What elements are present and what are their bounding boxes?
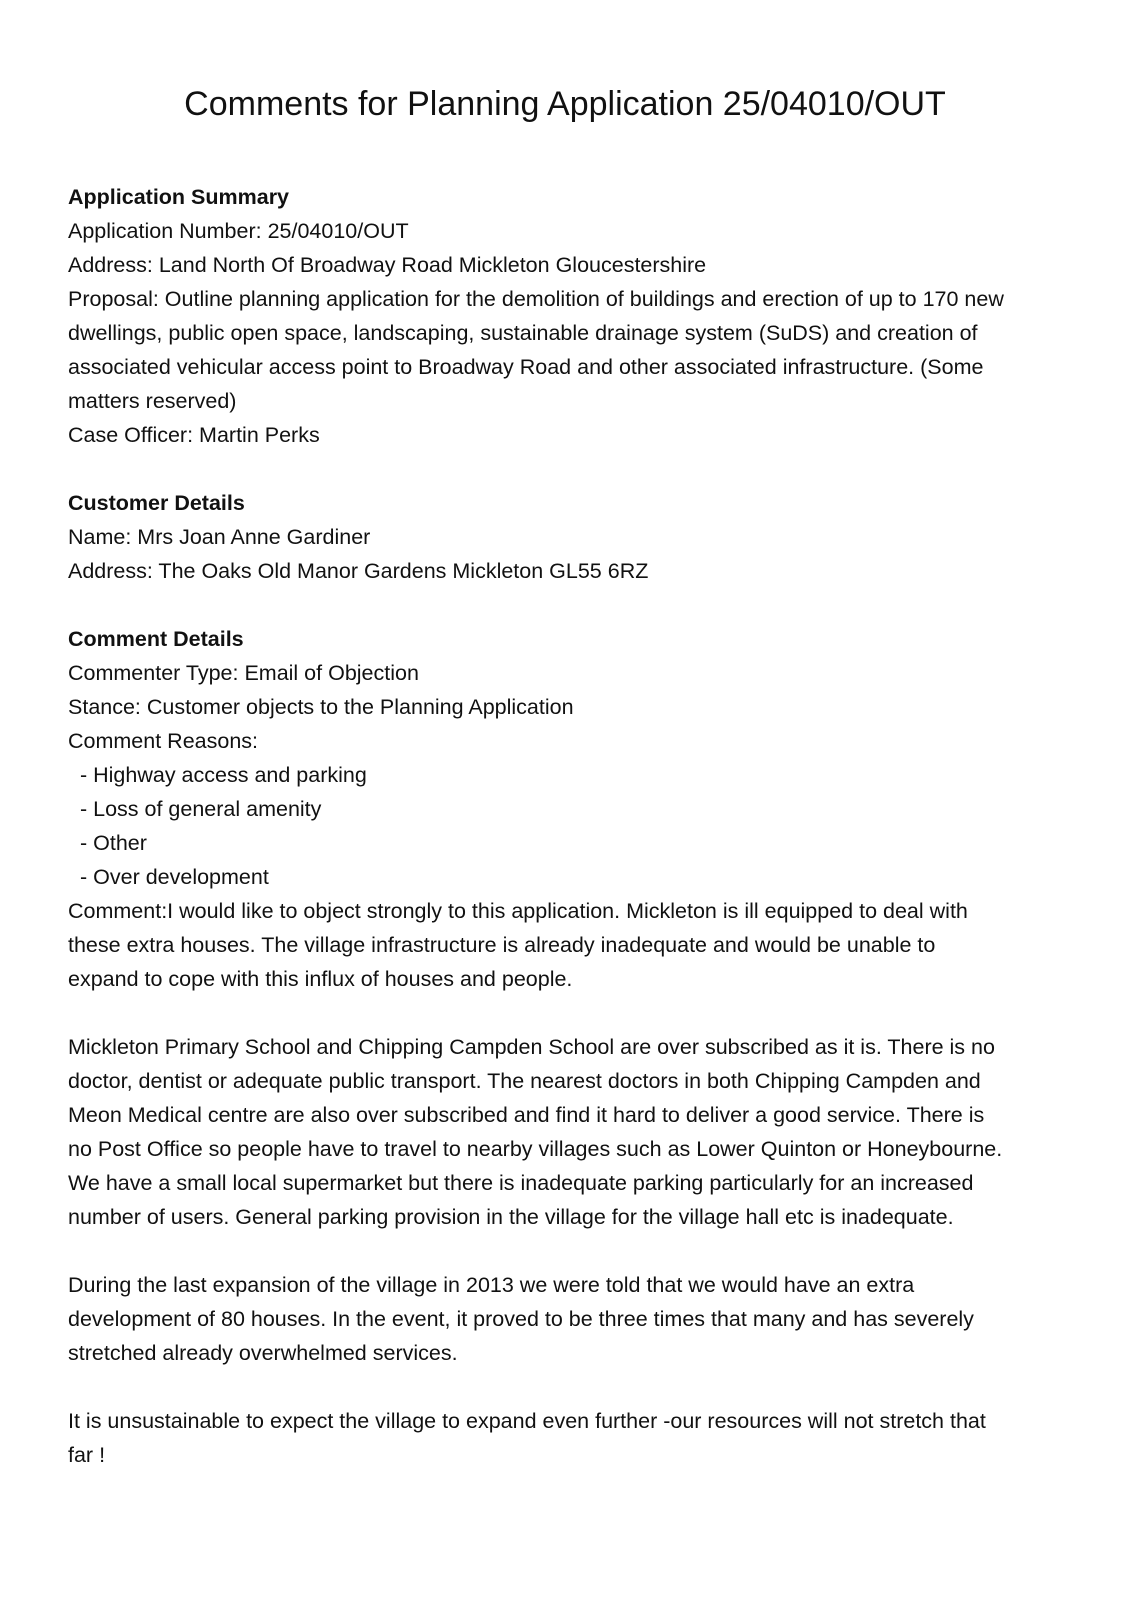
comment-line: Meon Medical centre are also over subscribed and find it hard to deliver a good service. There is xyxy=(68,1103,985,1127)
list-item: - Other xyxy=(80,831,147,855)
comment-paragraph-4 xyxy=(68,1404,1068,1472)
comment-reasons-list xyxy=(68,758,1068,894)
proposal-line: matters reserved) xyxy=(68,389,237,413)
section-spacer xyxy=(68,452,1068,486)
comment-paragraph-2 xyxy=(68,1030,1068,1234)
comment-line: expand to cope with this influx of houses and people. xyxy=(68,967,573,991)
comment-details-heading: Comment Details xyxy=(68,627,244,651)
paragraph-spacer xyxy=(68,1370,1068,1404)
comment-line: Mickleton Primary School and Chipping Campden School are over subscribed as it is. There is no xyxy=(68,1035,995,1059)
application-address: Address: Land North Of Broadway Road Mickleton Gloucestershire xyxy=(68,253,707,277)
application-summary-section xyxy=(68,180,1068,452)
comment-details-section xyxy=(68,622,1068,1472)
comment-paragraph-3 xyxy=(68,1268,1068,1370)
proposal-line: Proposal: Outline planning application for the demolition of buildings and erection of up to 170 new xyxy=(68,287,1004,311)
page-title: Comments for Planning Application 25/04010/OUT xyxy=(184,85,946,123)
comment-line: We have a small local supermarket but there is inadequate parking particularly for an increased xyxy=(68,1171,974,1195)
comment-line: During the last expansion of the village in 2013 we were told that we would have an extra xyxy=(68,1273,915,1297)
list-item: - Loss of general amenity xyxy=(80,797,322,821)
customer-details-section xyxy=(68,486,1068,588)
application-number: Application Number: 25/04010/OUT xyxy=(68,219,409,243)
comment-line: Comment:I would like to object strongly to this application. Mickleton is ill equipped to deal with xyxy=(68,899,968,923)
application-summary-heading: Application Summary xyxy=(68,185,290,209)
comment-line: these extra houses. The village infrastructure is already inadequate and would be unable to xyxy=(68,933,936,957)
comment-line: development of 80 houses. In the event, it proved to be three times that many and has severely xyxy=(68,1307,974,1331)
comment-reasons-label: Comment Reasons: xyxy=(68,729,258,753)
commenter-type: Commenter Type: Email of Objection xyxy=(68,661,419,685)
comment-line: It is unsustainable to expect the village to expand even further -our resources will not stretch that xyxy=(68,1409,986,1433)
customer-name: Name: Mrs Joan Anne Gardiner xyxy=(68,525,371,549)
comment-line: far ! xyxy=(68,1443,106,1467)
case-officer: Case Officer: Martin Perks xyxy=(68,423,320,447)
comment-line: doctor, dentist or adequate public transport. The nearest doctors in both Chipping Campden and xyxy=(68,1069,981,1093)
stance: Stance: Customer objects to the Planning Application xyxy=(68,695,574,719)
proposal-line: associated vehicular access point to Broadway Road and other associated infrastructure. (Some xyxy=(68,355,984,379)
proposal-text xyxy=(68,282,1068,418)
paragraph-spacer xyxy=(68,996,1068,1030)
customer-address: Address: The Oaks Old Manor Gardens Mickleton GL55 6RZ xyxy=(68,559,649,583)
comment-line: no Post Office so people have to travel to nearby villages such as Lower Quinton or Honeybourne. xyxy=(68,1137,1003,1161)
comment-line: stretched already overwhelmed services. xyxy=(68,1341,458,1365)
comment-paragraph-1 xyxy=(68,894,1068,996)
proposal-line: dwellings, public open space, landscaping, sustainable drainage system (SuDS) and creation of xyxy=(68,321,978,345)
section-spacer xyxy=(68,588,1068,622)
list-item: - Over development xyxy=(80,865,269,889)
list-item: - Highway access and parking xyxy=(80,763,367,787)
paragraph-spacer xyxy=(68,1234,1068,1268)
customer-details-heading: Customer Details xyxy=(68,491,245,515)
document-body xyxy=(68,180,1068,1472)
comment-line: number of users. General parking provision in the village for the village hall etc is inadequate. xyxy=(68,1205,954,1229)
